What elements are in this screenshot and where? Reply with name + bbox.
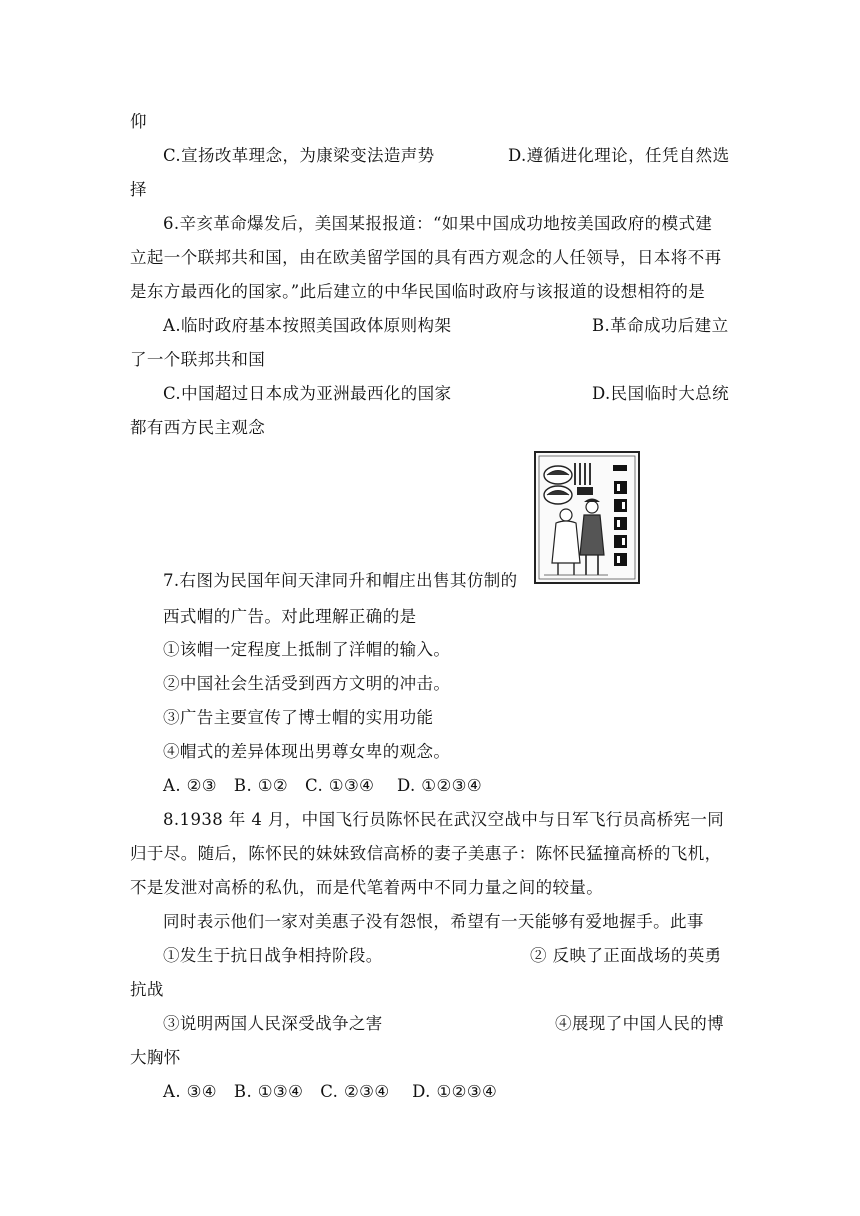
question-8-stem: 8.1938 年 4 月，中国飞行员陈怀民在武汉空战中与日军飞行员高桥宪一同 (163, 810, 725, 829)
statement-1: ①发生于抗日战争相持阶段。 (163, 946, 383, 965)
statement-4-cont: 大胸怀 (130, 1048, 181, 1067)
option-d-cont: 都有西方民主观念 (130, 418, 266, 437)
option-d: D.民国临时大总统 (592, 384, 729, 403)
statement-2: ②中国社会生活受到西方文明的冲击。 (163, 674, 451, 693)
statement-4: ④帽式的差异体现出男尊女卑的观念。 (163, 742, 451, 761)
question-6-stem: 6.辛亥革命爆发后，美国某报报道：“如果中国成功地按美国政府的模式建 (163, 214, 713, 233)
question-8-stem: 同时表示他们一家对美惠子没有怨恨，希望有一天能够有爱地握手。此事 (163, 912, 704, 931)
statement-2: ② 反映了正面战场的英勇 (530, 946, 722, 965)
option-c: C.中国超过日本成为亚洲最西化的国家 (163, 384, 452, 403)
hat-advertisement-image (534, 451, 640, 584)
text-line: 择 (130, 180, 147, 199)
answer-choices: A. ②③ B. ①② C. ①③④ D. ①②③④ (163, 776, 483, 795)
question-6-stem: 是东方最西化的国家。”此后建立的中华民国临时政府与该报道的设想相符的是 (130, 282, 706, 301)
answer-choices: A. ③④ B. ①③④ C. ②③④ D. ①②③④ (163, 1082, 498, 1101)
option-b-cont: 了一个联邦共和国 (130, 350, 266, 369)
statement-4: ④展现了中国人民的博 (555, 1014, 724, 1033)
option-a: A.临时政府基本按照美国政体原则构架 (163, 316, 452, 335)
statement-1: ①该帽一定程度上抵制了洋帽的输入。 (163, 640, 451, 659)
statement-3: ③广告主要宣传了博士帽的实用功能 (163, 708, 434, 727)
option-d: D.遵循进化理论，任凭自然选 (508, 146, 730, 165)
question-7-stem: 7.右图为民国年间天津同升和帽庄出售其仿制的 (163, 571, 518, 590)
option-b: B.革命成功后建立 (592, 316, 729, 335)
question-8-stem: 不是发泄对高桥的私仇，而是代笔着两中不同力量之间的较量。 (130, 878, 604, 897)
text-line: 仰 (130, 112, 147, 131)
option-c: C.宣扬改革理念，为康梁变法造声势 (163, 146, 435, 165)
question-7-stem: 西式帽的广告。对此理解正确的是 (163, 607, 417, 626)
question-6-stem: 立起一个联邦共和国，由在欧美留学国的具有西方观念的人任领导，日本将不再 (130, 248, 722, 267)
statement-2-cont: 抗战 (130, 980, 164, 999)
statement-3: ③说明两国人民深受战争之害 (163, 1014, 383, 1033)
question-8-stem: 归于尽。随后，陈怀民的妹妹致信高桥的妻子美惠子：陈怀民猛撞高桥的飞机， (130, 844, 722, 863)
